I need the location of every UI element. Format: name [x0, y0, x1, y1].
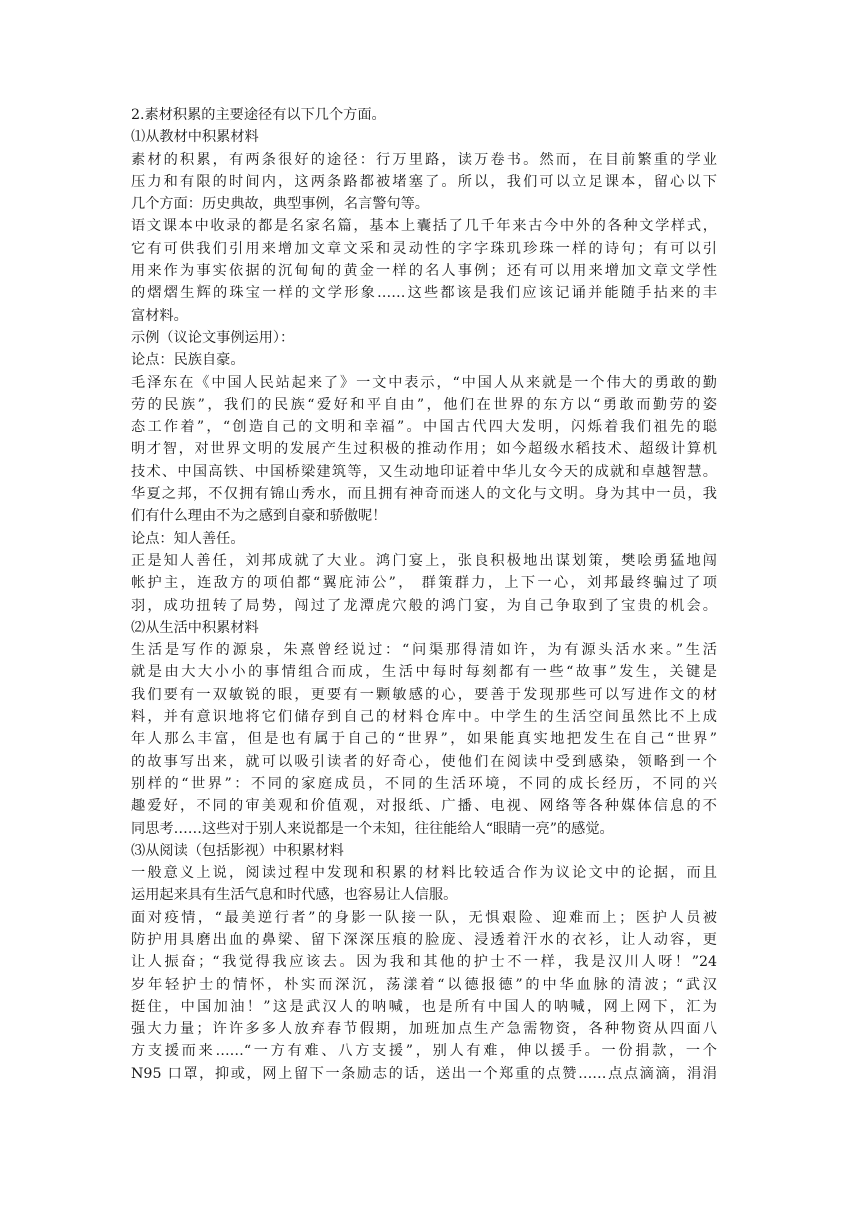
text-line: 趣爱好，不同的审美观和价值观，对报纸、广播、电视、网络等各种媒体信息的不 — [131, 798, 717, 815]
text-line: ⑶从阅读（包括影视）中积累材料 — [131, 842, 344, 859]
text-line: 语文课本中收录的都是名家名篇，基本上囊括了几千年来古今中外的各种文学样式， — [131, 218, 717, 235]
text-line: 正是知人善任，刘邦成就了大业。鸿门宴上，张良积极地出谋划策，樊哙勇猛地闯 — [131, 552, 717, 569]
text-line: 岁年轻护士的情怀，朴实而深沉，荡漾着“以德报德”的中华血脉的清波；“武汉 — [131, 976, 717, 993]
text-line: 同思考……这些对于别人来说都是一个未知，往往能给人“眼睛一亮”的感觉。 — [131, 820, 614, 837]
text-line: 劳的民族”，我们的民族“爱好和平自由”，他们在世界的东方以“勇敢而勤劳的姿 — [131, 396, 717, 413]
text-line: 帐护主，连敌方的项伯都“翼庇沛公”， 群策群力，上下一心，刘邦最终骗过了项 — [131, 575, 717, 592]
text-line: 羽，成功扭转了局势，闯过了龙潭虎穴般的鸿门宴，为自己争取到了宝贵的机会。 — [131, 597, 717, 614]
text-line: 用来作为事实依据的沉甸甸的黄金一样的名人事例；还有可以用来增加文章文学性 — [131, 263, 717, 280]
text-line: N95 口罩，抑或，网上留下一条励志的话，送出一个郑重的点赞……点点滴滴，涓涓 — [131, 1065, 717, 1082]
document-page — [131, 104, 717, 1085]
text-line: 一般意义上说，阅读过程中发现和积累的材料比较适合作为议论文中的论据，而且 — [131, 865, 717, 882]
text-line: 压力和有限的时间内，这两条路都被堵塞了。所以，我们可以立足课本，留心以下 — [131, 173, 717, 190]
text-line: 华夏之邦，不仅拥有锦山秀水，而且拥有神奇而迷人的文化与文明。身为其中一员，我 — [131, 486, 717, 503]
text-line: 技术、中国高铁、中国桥梁建筑等，又生动地印证着中华儿女今天的成就和卓越智慧。 — [131, 463, 717, 480]
text-line: 它有可供我们引用来增加文章文采和灵动性的字字珠玑珍珠一样的诗句；有可以引 — [131, 240, 717, 257]
text-line: 们有什么理由不为之感到自豪和骄傲呢！ — [131, 508, 387, 525]
text-line: ⑵从生活中积累材料 — [131, 619, 259, 636]
text-line: 明才智，对世界文明的发展产生过积极的推动作用；如今超级水稻技术、超级计算机 — [131, 441, 717, 458]
text-line: 的故事写出来，就可以吸引读者的好奇心，使他们在阅读中受到感染，领略到一个 — [131, 753, 717, 770]
text-line: 我们要有一双敏锐的眼，更要有一颗敏感的心，要善于发现那些可以写进作文的材 — [131, 686, 717, 703]
text-line: 方支援而来……“一方有难、八方支援”，别人有难，伸以援手。一份捐款，一个 — [131, 1043, 717, 1060]
text-line: 挺住，中国加油！”这是武汉人的呐喊，也是所有中国人的呐喊，网上网下，汇为 — [131, 998, 717, 1015]
text-line: 面对疫情，“最美逆行者”的身影一队接一队，无惧艰险、迎难而上；医护人员被 — [131, 909, 717, 926]
text-line: 生活是写作的源泉，朱熹曾经说过：“问渠那得清如许，为有源头活水来。”生活 — [131, 642, 717, 659]
text-line: 态工作着”，“创造自己的文明和幸福”。中国古代四大发明，闪烁着我们祖先的聪 — [131, 419, 717, 436]
text-line: 素材的积累，有两条很好的途径：行万里路，读万卷书。然而，在目前繁重的学业 — [131, 151, 717, 168]
text-line: ⑴从教材中积累材料 — [131, 129, 259, 146]
text-line: 示例（议论文事例运用）： — [131, 329, 295, 346]
text-line: 料，并有意识地将它们储存到自己的材料仓库中。中学生的生活空间虽然比不上成 — [131, 709, 717, 726]
text-line: 运用起来具有生活气息和时代感，也容易让人信服。 — [131, 887, 458, 904]
text-line: 的熠熠生辉的珠宝一样的文学形象……这些都该是我们应该记诵并能随手拈来的丰 — [131, 285, 717, 302]
text-line: 毛泽东在《中国人民站起来了》一文中表示，“中国人从来就是一个伟大的勇敢的勤 — [131, 374, 717, 391]
text-line: 几个方面：历史典故，典型事例，名言警句等。 — [131, 196, 429, 213]
text-line: 论点：民族自豪。 — [131, 352, 245, 369]
text-line: 让人振奋；“我觉得我应该去。因为我和其他的护士不一样，我是汉川人呀！”24 — [131, 954, 717, 971]
text-line: 强大力量；许许多多人放弃春节假期，加班加点生产急需物资，各种物资从四面八 — [131, 1021, 717, 1038]
text-line: 防护用具磨出血的鼻梁、留下深深压痕的脸庞、浸透着汗水的衣衫，让人动容，更 — [131, 931, 717, 948]
text-line: 富材料。 — [131, 307, 188, 324]
text-line: 年人那么丰富，但是也有属于自己的“世界”，如果能真实地把发生在自己“世界” — [131, 731, 717, 748]
text-line: 就是由大大小小的事情组合而成，生活中每时每刻都有一些“故事”发生，关键是 — [131, 664, 717, 681]
text-line: 2.素材积累的主要途径有以下几个方面。 — [131, 107, 386, 123]
text-line: 论点：知人善任。 — [131, 530, 245, 547]
text-line: 别样的“世界”：不同的家庭成员，不同的生活环境，不同的成长经历，不同的兴 — [131, 775, 717, 792]
